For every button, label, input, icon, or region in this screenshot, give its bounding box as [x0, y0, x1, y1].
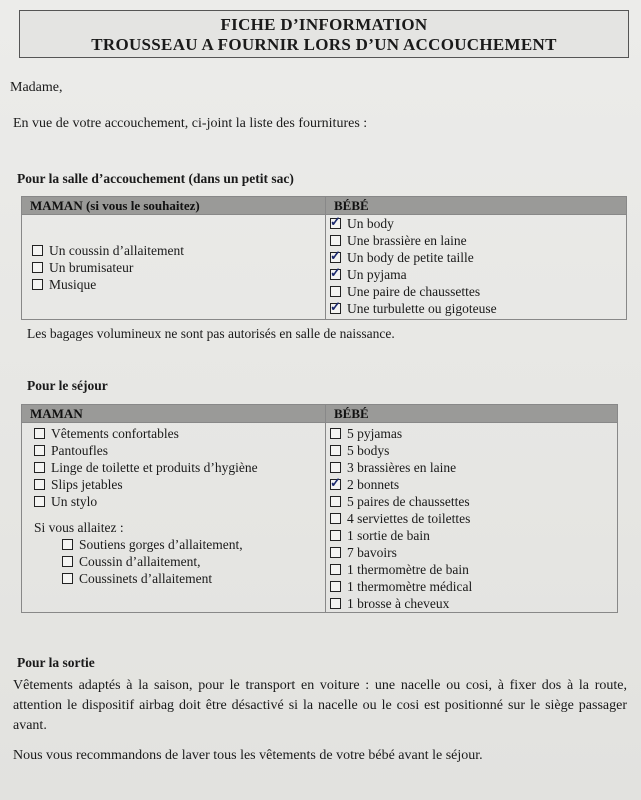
stay-bebe-item	[330, 476, 617, 493]
delivery-maman-item	[32, 259, 325, 276]
stay-bebe-item-label: 1 thermomètre de bain	[347, 562, 469, 577]
stay-bebe-header: BÉBÉ	[326, 405, 618, 423]
stay-maman-item-label: Slips jetables	[51, 477, 123, 492]
delivery-bebe-item-label: Un body de petite taille	[347, 250, 474, 265]
delivery-maman-list	[32, 242, 325, 293]
stay-maman-item-label: Un stylo	[51, 494, 98, 509]
stay-bebe-item	[330, 459, 617, 476]
delivery-maman-header: MAMAN (si vous le souhaitez)	[22, 197, 326, 215]
stay-bebe-item-label: 3 brassières en laine	[347, 460, 457, 475]
section1-title: Pour la salle d’accouchement (dans un petit sac)	[17, 171, 294, 186]
checkbox-icon	[330, 462, 341, 473]
stay-bebe-item	[330, 493, 617, 510]
stay-bebe-item-label: 1 sortie de bain	[347, 528, 430, 543]
allaitement-item	[62, 536, 325, 553]
stay-maman-item-label: Vêtements confortables	[51, 426, 179, 441]
checkbox-icon	[32, 262, 43, 273]
stay-maman-item	[34, 476, 325, 493]
exit-paragraph: Vêtements adaptés à la saison, pour le transport en voiture : une nacelle ou cosi, à fixer dos à la route, attention le dispositif airbag doit être désactivé si la nacelle ou le cosi est positionné sur le siège passager avant.	[13, 678, 627, 733]
delivery-maman-cell	[22, 215, 326, 320]
checked-checkbox-icon	[330, 479, 341, 490]
checkbox-icon	[330, 530, 341, 541]
intro-text: En vue de votre accouchement, ci-joint la liste des fournitures :	[13, 116, 368, 131]
allaitement-item-label: Soutiens gorges d’allaitement,	[79, 537, 243, 552]
delivery-bebe-item	[330, 215, 626, 232]
stay-maman-item	[34, 459, 325, 476]
checkbox-icon	[34, 479, 45, 490]
delivery-bebe-item-label: Une turbulette ou gigoteuse	[347, 301, 497, 316]
stay-maman-item-label: Pantoufles	[51, 443, 108, 458]
stay-maman-header: MAMAN	[22, 405, 326, 423]
delivery-maman-item	[32, 276, 325, 293]
title-box	[19, 10, 629, 58]
stay-maman-cell	[22, 423, 326, 613]
title-line-2: TROUSSEAU A FOURNIR LORS D’UN ACCOUCHEMENT	[91, 35, 557, 54]
delivery-bebe-list	[330, 215, 626, 317]
section3-title: Pour la sortie	[17, 655, 95, 670]
salutation: Madame,	[10, 80, 63, 95]
delivery-maman-item	[32, 242, 325, 259]
stay-bebe-item	[330, 527, 617, 544]
checkbox-icon	[330, 564, 341, 575]
delivery-bebe-cell	[326, 215, 627, 320]
checkbox-icon	[330, 235, 341, 246]
allaitement-item	[62, 570, 325, 587]
allaitement-list	[34, 536, 325, 587]
checkbox-icon	[330, 445, 341, 456]
delivery-maman-item-label: Un brumisateur	[49, 259, 134, 275]
stay-table	[21, 404, 618, 613]
checkbox-icon	[330, 513, 341, 524]
stay-bebe-item-label: 5 pyjamas	[347, 426, 403, 441]
delivery-bebe-item	[330, 266, 626, 283]
allaitement-item-label: Coussin d’allaitement,	[79, 554, 201, 569]
checked-checkbox-icon	[330, 303, 341, 314]
stay-bebe-item-label: 4 serviettes de toilettes	[347, 511, 471, 526]
checkbox-icon	[34, 496, 45, 507]
stay-bebe-cell	[326, 423, 618, 613]
stay-bebe-item-label: 7 bavoirs	[347, 545, 397, 560]
stay-maman-list	[34, 425, 325, 510]
checkbox-icon	[34, 428, 45, 439]
checkbox-icon	[330, 598, 341, 609]
delivery-bebe-item-label: Un pyjama	[347, 267, 407, 282]
checked-checkbox-icon	[330, 218, 341, 229]
checkbox-icon	[62, 556, 73, 567]
delivery-bebe-item	[330, 300, 626, 317]
stay-bebe-item-label: 5 bodys	[347, 443, 390, 458]
delivery-bebe-item	[330, 249, 626, 266]
stay-bebe-item-label: 5 paires de chaussettes	[347, 494, 470, 509]
delivery-bebe-item	[330, 283, 626, 300]
checkbox-icon	[32, 279, 43, 290]
checkbox-icon	[330, 286, 341, 297]
title-line-1: FICHE D’INFORMATION	[220, 15, 428, 34]
section1-note: Les bagages volumineux ne sont pas autorisés en salle de naissance.	[27, 326, 395, 341]
delivery-bebe-item-label: Une brassière en laine	[347, 233, 467, 248]
allaitement-item	[62, 553, 325, 570]
allaitement-item-label: Coussinets d’allaitement	[79, 571, 213, 586]
delivery-maman-item-label: Musique	[49, 276, 97, 292]
checkbox-icon	[62, 573, 73, 584]
checkbox-icon	[330, 428, 341, 439]
stay-bebe-item	[330, 561, 617, 578]
stay-bebe-item	[330, 425, 617, 442]
checkbox-icon	[34, 445, 45, 456]
stay-bebe-list	[330, 425, 617, 612]
stay-maman-item	[34, 493, 325, 510]
delivery-bebe-header: BÉBÉ	[326, 197, 627, 215]
stay-bebe-item	[330, 578, 617, 595]
stay-maman-item	[34, 425, 325, 442]
delivery-bebe-item-label: Un body	[347, 216, 394, 231]
stay-bebe-item	[330, 544, 617, 561]
checkbox-icon	[330, 496, 341, 507]
stay-bebe-item-label: 2 bonnets	[347, 477, 400, 492]
stay-maman-item	[34, 442, 325, 459]
delivery-bebe-item	[330, 232, 626, 249]
checked-checkbox-icon	[330, 252, 341, 263]
section2-title: Pour le séjour	[27, 378, 108, 393]
stay-maman-item-label: Linge de toilette et produits d’hygiène	[51, 460, 258, 475]
stay-bebe-item	[330, 595, 617, 612]
checkbox-icon	[34, 462, 45, 473]
checkbox-icon	[330, 581, 341, 592]
checked-checkbox-icon	[330, 269, 341, 280]
allaitement-label: Si vous allaitez :	[34, 520, 124, 535]
delivery-maman-item-label: Un coussin d’allaitement	[49, 242, 184, 258]
recommendation-text: Nous vous recommandons de laver tous les vêtements de votre bébé avant le séjour.	[13, 748, 483, 763]
stay-bebe-item-label: 1 brosse à cheveux	[347, 596, 450, 611]
delivery-bebe-item-label: Une paire de chaussettes	[347, 284, 481, 299]
checkbox-icon	[32, 245, 43, 256]
delivery-room-table	[21, 196, 627, 320]
stay-bebe-item	[330, 510, 617, 527]
checkbox-icon	[330, 547, 341, 558]
stay-bebe-item	[330, 442, 617, 459]
checkbox-icon	[62, 539, 73, 550]
stay-bebe-item-label: 1 thermomètre médical	[347, 579, 473, 594]
